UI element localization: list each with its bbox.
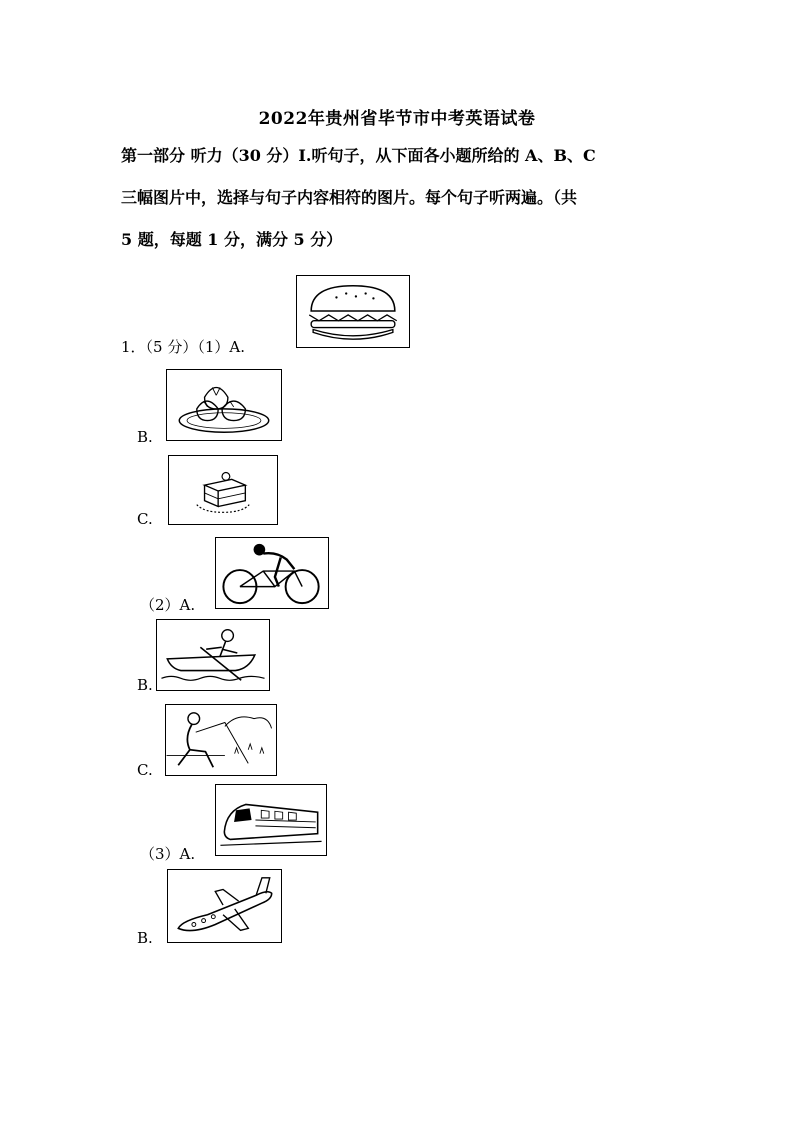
question-1-label: 1．（5 分）（1）A. (121, 338, 245, 356)
option-3a-label: （3）A. (140, 845, 196, 863)
option-2b-label: B. (137, 676, 153, 694)
steamed-buns-picture[interactable] (166, 369, 282, 441)
bullet-train-picture[interactable] (215, 784, 327, 856)
fishing-picture[interactable] (165, 704, 277, 776)
instruction-line-2: 三幅图片中，选择与句子内容相符的图片。每个句子听两遍。（共 (121, 188, 578, 207)
page-title: 2022年贵州省毕节市中考英语试卷 (258, 109, 536, 129)
option-3b-label: B. (137, 929, 153, 947)
section-instructions (121, 135, 681, 261)
instruction-line-1: 第一部分 听力（30 分）Ⅰ.听句子，从下面各小题所给的 A、B、C (121, 146, 596, 165)
instruction-line-3: 5 题，每题 1 分，满分 5 分） (121, 230, 343, 249)
airplane-picture[interactable] (167, 869, 282, 943)
option-1b-label: B. (137, 428, 153, 446)
cyclist-picture[interactable] (215, 537, 329, 609)
hamburger-picture[interactable] (296, 275, 410, 348)
option-2a-label: （2）A. (140, 596, 196, 614)
option-1c-label: C. (137, 510, 153, 528)
rowing-boat-picture[interactable] (156, 619, 270, 691)
option-2c-label: C. (137, 761, 153, 779)
cake-picture[interactable] (168, 455, 278, 525)
